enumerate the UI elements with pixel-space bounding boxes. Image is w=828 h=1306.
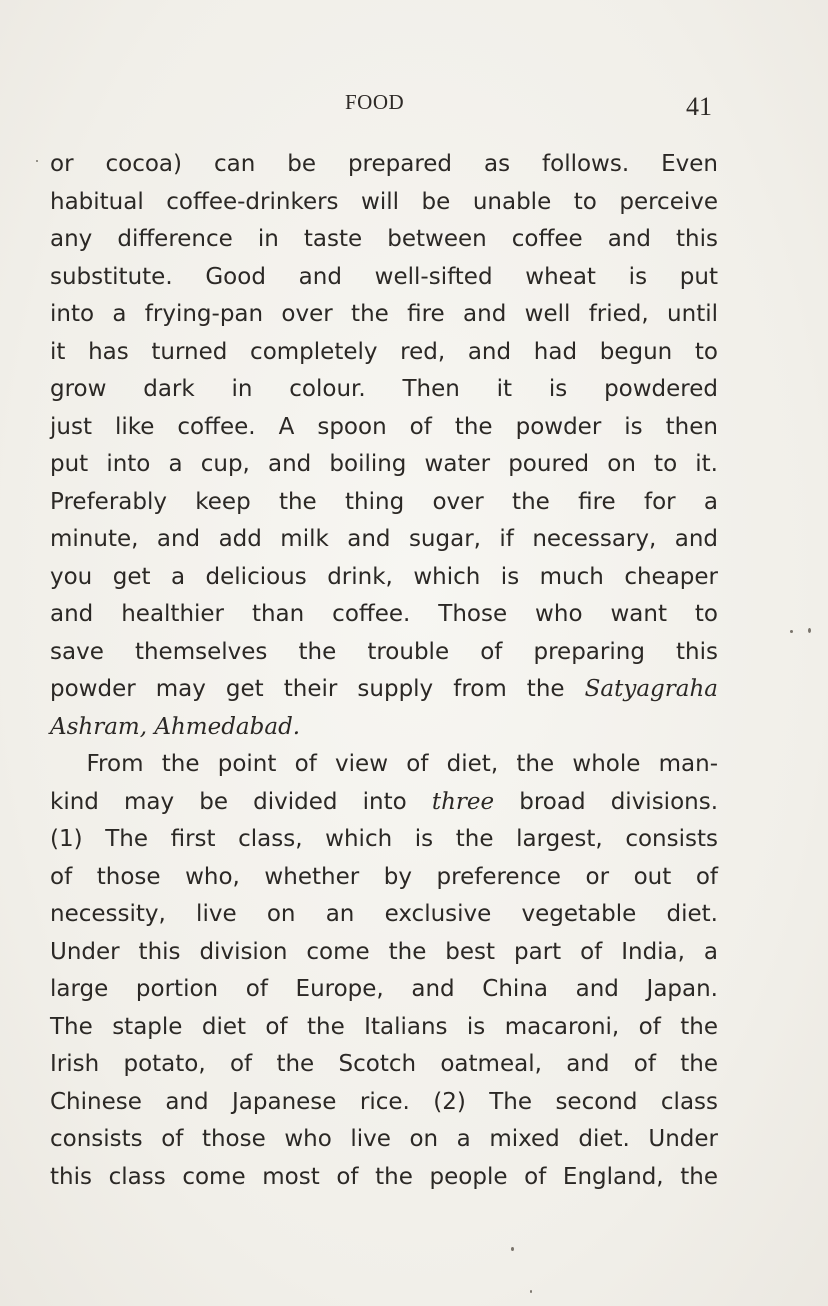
text-segment: kind may be divided into (50, 788, 407, 815)
text-line: put into a cup, and boiling water poured on to it. (50, 451, 718, 477)
paper-speck (36, 160, 38, 162)
text-line: any difference in taste between coffee and this (50, 226, 718, 252)
italic-place-name: Satyagraha (584, 676, 718, 702)
running-head (0, 88, 828, 122)
paper-speck (808, 628, 811, 633)
text-line: or cocoa) can be prepared as follows. Even (50, 151, 718, 177)
paper-speck (530, 1290, 532, 1293)
text-line: consists of those who live on a mixed diet. Under (50, 1126, 718, 1152)
text-segment: broad divisions. (519, 788, 719, 815)
text-line: Irish potato, of the Scotch oatmeal, and of the (50, 1051, 718, 1077)
text-segment: From the point of view of diet, the whole man- (86, 751, 719, 777)
text-line: The staple diet of the Italians is macaroni, of the (50, 1013, 718, 1040)
text-line: Under this division come the best part of India, a (50, 938, 718, 965)
text-line: this class come most of the people of England, the (50, 1163, 718, 1190)
text-line: it has turned completely red, and had begun to (50, 338, 718, 365)
text-line-with-italic (50, 671, 718, 709)
paper-speck (790, 630, 793, 633)
text-line: and healthier than coffee. Those who want to (50, 601, 718, 627)
page-number: 41 (686, 92, 712, 121)
text-line: habitual coffee-drinkers will be unable to perceive (50, 188, 718, 215)
text-line: Chinese and Japanese rice. (2) The second class (50, 1088, 718, 1115)
text-line-last (50, 709, 718, 747)
text-line: minute, and add milk and sugar, if necessary, and (50, 526, 718, 552)
text-line: into a frying-pan over the fire and well fried, until (50, 301, 718, 327)
paragraph-2 (50, 746, 718, 1196)
text-line: large portion of Europe, and China and Japan. (50, 976, 718, 1002)
text-line: (1) The first class, which is the largest, consists (50, 826, 718, 852)
text-line-first (50, 746, 718, 784)
text-line: you get a delicious drink, which is much cheaper (50, 563, 718, 590)
text-segment: powder may get their supply from the (50, 676, 565, 702)
paper-speck (511, 1247, 514, 1251)
body-text (50, 146, 718, 1196)
text-line: grow dark in colour. Then it is powdered (50, 376, 718, 402)
text-line: Preferably keep the thing over the fire for a (50, 488, 718, 515)
text-line: substitute. Good and well-sifted wheat is put (50, 263, 718, 290)
italic-place-name: Ashram, Ahmedabad. (50, 713, 301, 740)
text-line: just like coffee. A spoon of the powder is then (50, 413, 718, 440)
text-line-with-italic (50, 784, 718, 822)
text-line: necessity, live on an exclusive vegetable diet. (50, 901, 718, 927)
italic-word: three (431, 788, 495, 815)
paragraph-1 (50, 146, 718, 746)
chapter-title: FOOD (345, 90, 405, 114)
text-line: of those who, whether by preference or out of (50, 863, 718, 890)
text-line: save themselves the trouble of preparing this (50, 638, 718, 665)
